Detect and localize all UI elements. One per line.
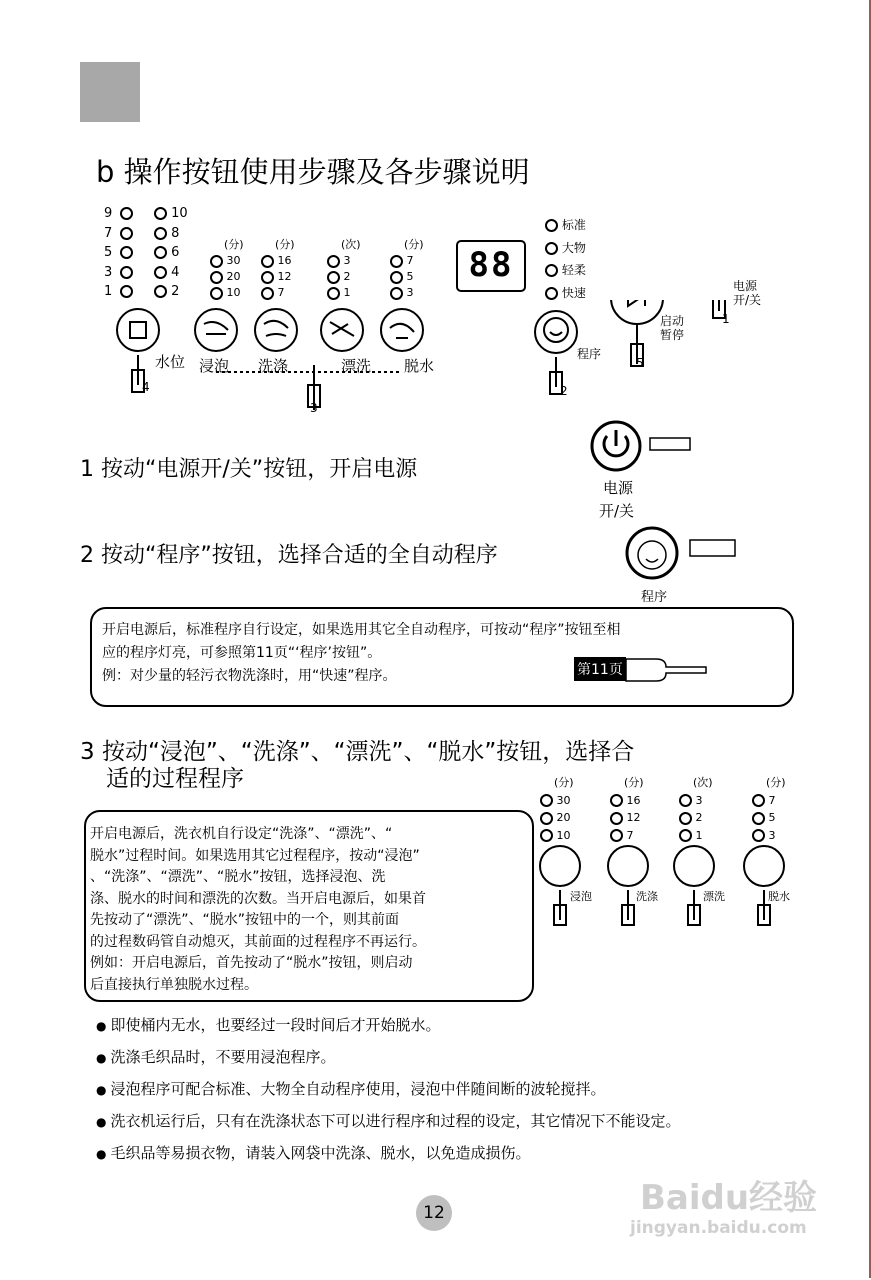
mini-spin-times: (分) 7 5 3 [752, 774, 786, 844]
water-level-button [117, 309, 159, 351]
water-level-2: 2 [154, 282, 188, 302]
water-level-4: 4 [154, 263, 188, 283]
hand-number-2: 2 [560, 384, 568, 398]
water-level-1: 1 [104, 282, 133, 302]
watermark-brand: Baidu经验 [640, 1178, 818, 1218]
mini-wash-times: (分) 16 12 7 [610, 774, 644, 844]
soak-label: 浸泡 [199, 357, 230, 375]
page-title: b 操作按钮使用步骤及各步骤说明 [96, 155, 530, 189]
hand-number-1: 1 [722, 312, 730, 326]
info-box-process [84, 810, 534, 1002]
step-3-line1: 3 按动“浸泡”、“洗涤”、“漂洗”、“脱水”按钮，选择合 [80, 739, 635, 765]
water-level-8: 8 [154, 224, 188, 244]
section-marker [80, 62, 140, 122]
step-3-line2: 适的过程程序 [106, 766, 244, 792]
start-pause-button [611, 300, 663, 324]
spin-button [381, 309, 423, 351]
step1-power-icon [580, 418, 710, 478]
hand-number-4: 4 [142, 380, 150, 394]
water-level-6: 6 [154, 243, 188, 263]
wash-button [255, 309, 297, 351]
watermark-url: jingyan.baidu.com [630, 1218, 807, 1238]
start-label: 启动 [660, 314, 685, 328]
mini-rinse-label: 漂洗 [703, 890, 725, 903]
water-level-right [154, 204, 188, 302]
program-quick: 快速 [545, 282, 586, 305]
step-1: 1 按动“电源开/关”按钮，开启电源 [80, 457, 418, 482]
water-level-left [104, 204, 133, 302]
note-item: ● 浸泡程序可配合标准、大物全自动程序使用，浸泡中伴随间断的波轮搅拌。 [96, 1074, 681, 1106]
page-ref-tag[interactable]: 第11页 [574, 657, 626, 681]
page-number: 12 [416, 1195, 452, 1231]
program-large: 大物 [545, 237, 586, 260]
power-label2: 开/关 [733, 293, 762, 307]
info-box-program [90, 607, 794, 707]
water-level-9: 9 [104, 204, 133, 224]
program-standard: 标准 [545, 214, 586, 237]
spin-times: (分) 7 5 3 [390, 237, 424, 301]
step-2: 2 按动“程序”按钮，选择合适的全自动程序 [80, 543, 498, 568]
program-list [545, 214, 586, 304]
water-level-7: 7 [104, 224, 133, 244]
step1-power-label: 电源 [603, 479, 634, 497]
power-label: 电源 [733, 279, 758, 293]
box1-line3: 例：对少量的轻污衣物洗涤时，用“快速”程序。 [102, 668, 397, 684]
digital-display: 88 [456, 240, 526, 292]
mini-soak-label: 浸泡 [570, 890, 592, 903]
water-level-3: 3 [104, 263, 133, 283]
water-level-10: 10 [154, 204, 188, 224]
spin-label: 脱水 [404, 357, 435, 375]
box1-line2: 应的程序灯亮，可参照第11页“‘程序’按钮”。 [102, 645, 382, 661]
note-item: ● 洗涤毛织品时，不要用浸泡程序。 [96, 1042, 681, 1074]
rinse-label: 漂洗 [341, 357, 372, 375]
water-level-5: 5 [104, 243, 133, 263]
step2-program-label: 程序 [641, 590, 668, 605]
notes-list [96, 1010, 681, 1170]
rinse-times: (次) 3 2 1 [327, 237, 361, 301]
wash-label: 洗涤 [258, 357, 289, 375]
pointing-hand-icon [624, 655, 708, 685]
note-item: ● 即使桶内无水，也要经过一段时间后才开始脱水。 [96, 1010, 681, 1042]
water-label: 水位 [155, 353, 186, 371]
program-label: 程序 [577, 347, 602, 361]
mini-wash-label: 洗涤 [636, 890, 658, 903]
mini-rinse-times: (次) 3 2 1 [679, 774, 713, 844]
pause-label: 暂停 [660, 328, 685, 342]
note-item: ● 洗衣机运行后，只有在洗涤状态下可以进行程序和过程的设定，其它情况下不能设定。 [96, 1106, 681, 1138]
mini-spin-label: 脱水 [768, 890, 790, 903]
soak-times: (分) 30 20 10 [210, 237, 244, 301]
box1-line1: 开启电源后，标准程序自行设定，如果选用其它全自动程序，可按动“程序”按钮至相 [102, 622, 621, 638]
hand-number-5: 5 [636, 356, 644, 370]
soak-button [195, 309, 237, 351]
mini-soak-times: (分) 30 20 10 [540, 774, 574, 844]
step1-power-label2: 开/关 [599, 502, 635, 520]
hand-number-3: 3 [310, 401, 318, 415]
program-gentle: 轻柔 [545, 259, 586, 282]
box2-text: 开启电源后，洗衣机自行设定“洗涤”、“漂洗”、“ 脱水”过程时间。如果选用其它过程程序，按动“浸泡” 、“洗涤”、“漂洗”、“脱水”按钮，选择浸泡、洗 涤、脱水的时间和漂洗的次数。当开启电源后，如果首 先按动了“漂洗”、“脱水”按钮中的一个，则其前面 的过程数码管自动熄灭，其前面的过程程序不再运行。 例如：开启电源后，首先按动了“脱水”按钮，则启动 后直接执行单独脱水过程。 [90, 826, 426, 993]
step2-program-icon [622, 525, 752, 585]
note-item: ● 毛织品等易损衣物，请装入网袋中洗涤、脱水，以免造成损伤。 [96, 1138, 681, 1170]
wash-times: (分) 16 12 7 [261, 237, 295, 301]
